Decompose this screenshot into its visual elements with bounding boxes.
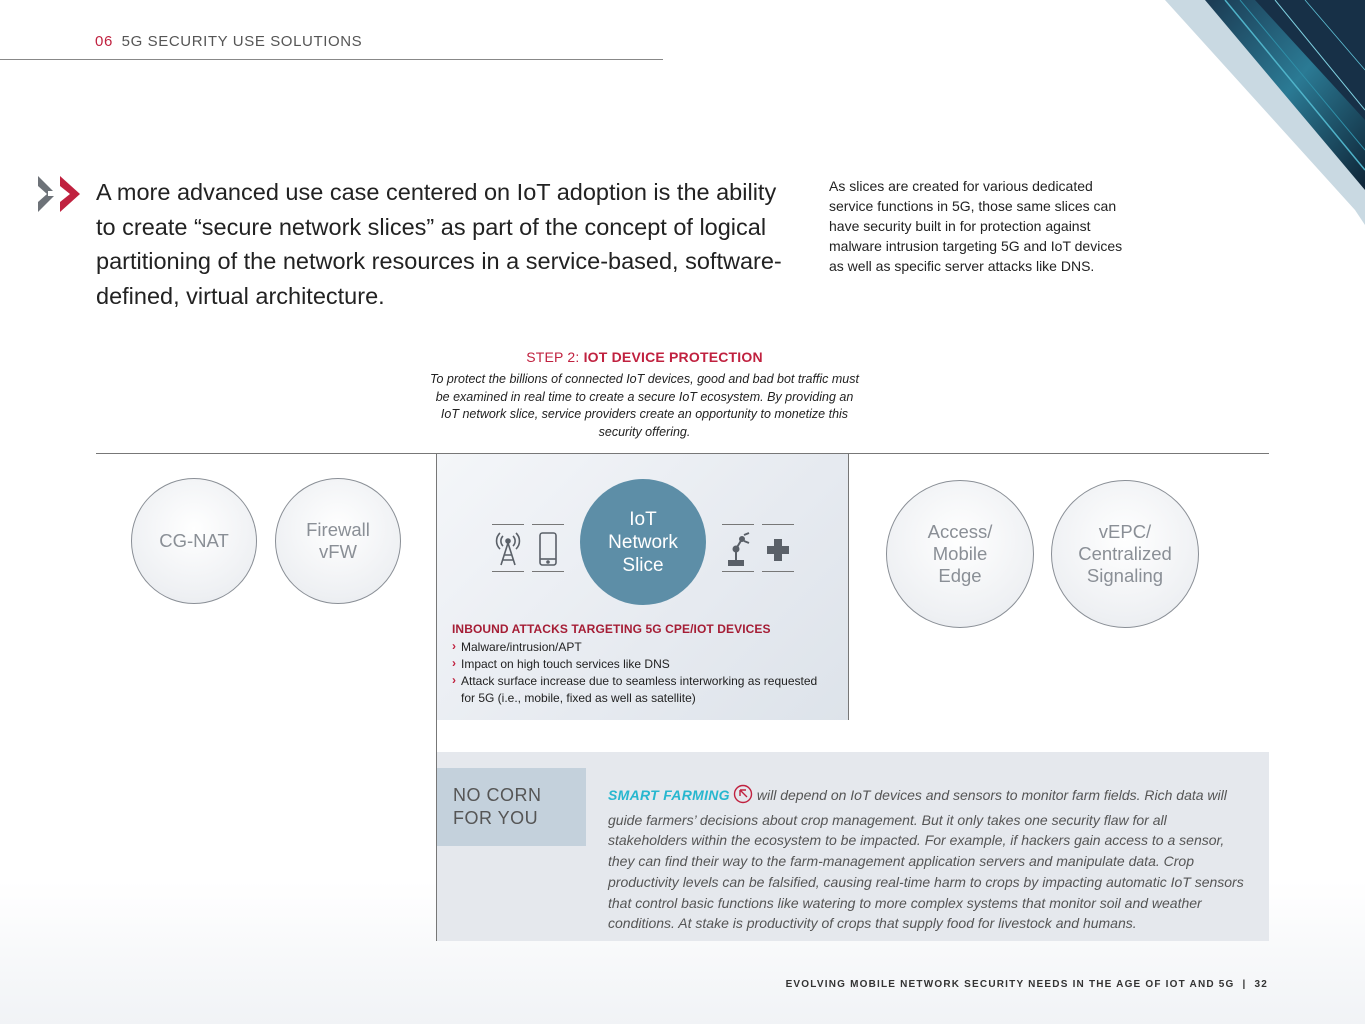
inbound-attacks [452,622,832,707]
section-header [95,33,362,50]
node-iot-network-slice: IoT Network Slice [580,479,706,605]
no-corn-tag: NO CORN FOR YOU [437,768,586,846]
smartphone-icon [532,524,564,572]
section-number: 06 [95,33,113,50]
step-description: To protect the billions of connected IoT devices, good and bad bot traffic must be examined in real time to create a secure IoT ecosystem. By providing an IoT network slice, service providers create an opportunity to monetize this security offering. [430,372,859,439]
lead-paragraph: A more advanced use case centered on IoT adoption is the ability to create “secure network slices” as part of the concept of logical partitioning of the network resources in a service-based, software-defined, virtual architecture. [96,179,782,309]
diagram-right-divider [848,453,849,720]
node-vepc-centralized-signaling: vEPC/ Centralized Signaling [1051,480,1199,628]
double-chevron-icon [36,174,86,214]
medical-cross-icon [762,524,794,572]
list-item: › Impact on high touch services like DNS [452,656,832,673]
page-number: 32 [1254,979,1268,990]
footer-title: EVOLVING MOBILE NETWORK SECURITY NEEDS IN THE AGE OF IOT AND 5G [785,979,1235,990]
side-paragraph: As slices are created for various dedicated service functions in 5G, those same slices can have security built in for protection against malware intrusion targeting 5G and IoT devices as well as specific server attacks like DNS. [829,178,1123,274]
node-access-mobile-edge: Access/ Mobile Edge [886,480,1034,628]
page-footer [786,979,1268,990]
node-cg-nat: CG-NAT [131,478,257,604]
smart-farming-highlight: SMART FARMING [608,787,730,803]
header-divider [0,59,663,60]
robot-arm-icon [722,524,754,572]
cell-tower-icon [492,524,524,572]
footer-separator: | [1242,979,1247,990]
inbound-attacks-list [452,639,832,706]
diagram-top-rule [96,453,1269,454]
step-prefix: STEP 2: [526,349,584,365]
list-item: › Malware/intrusion/APT [452,639,832,656]
node-firewall-vfw: Firewall vFW [275,478,401,604]
cursor-target-icon [733,784,753,810]
smart-farming-text [608,784,1248,934]
smart-farming-body: will depend on IoT devices and sensors to monitor farm fields. Rich data will guide farmers’ decisions about crop management. But it only takes one security flaw for all stakeholders within the ecosystem to be impacted. For example, if hackers gain access to a sensor, they can find their way to the farm-management application servers and manipulate data. Crop productivity levels can be falsified, causing real-time harm to crops by impacting automatic IoT sensors that control basic functions like watering to more complex systems that monitor soil and weather conditions. At stake is productivity of crops that supply food for livestock and humans. [608,787,1244,932]
list-item: › Attack surface increase due to seamless interworking as requested for 5G (i.e., mobile, fixed as well as satellite) [452,673,832,706]
step-title: IOT DEVICE PROTECTION [583,349,763,365]
step-heading [436,349,853,365]
corner-decoration [1165,0,1365,260]
inbound-attacks-title: INBOUND ATTACKS TARGETING 5G CPE/IOT DEVICES [452,622,771,636]
section-title: 5G SECURITY USE SOLUTIONS [121,33,363,50]
